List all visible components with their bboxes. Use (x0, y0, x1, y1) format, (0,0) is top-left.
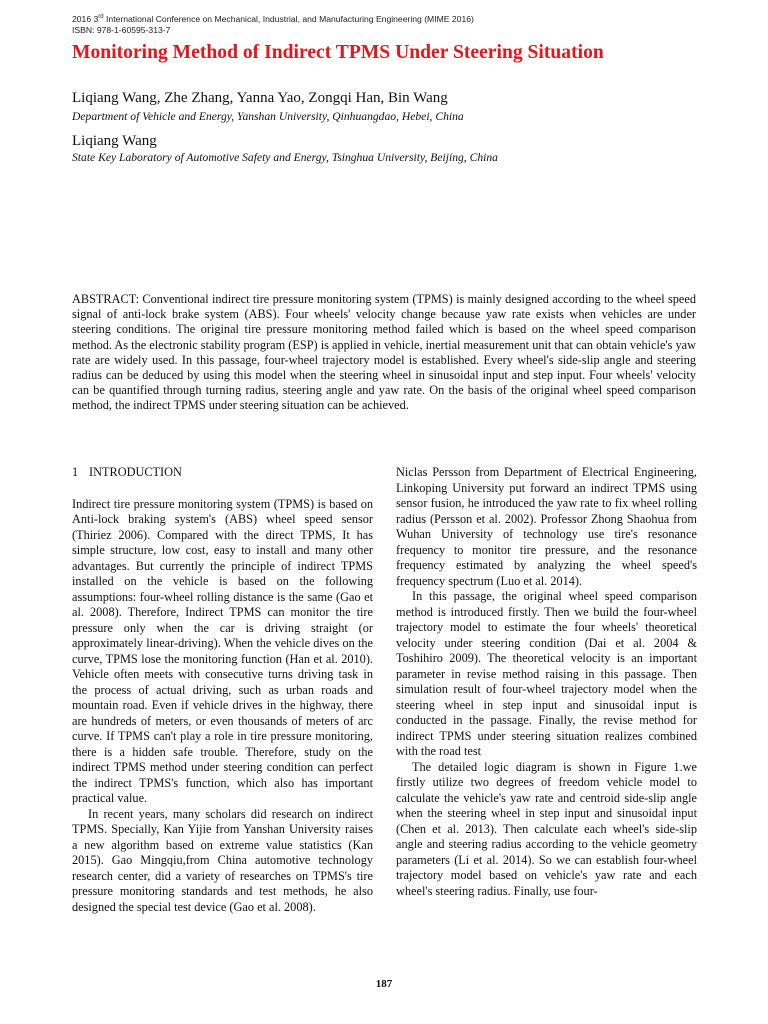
right-column (396, 465, 697, 899)
section-number: 1 (72, 465, 79, 479)
conference-header (72, 14, 712, 36)
affiliation-1: Department of Vehicle and Energy, Yanshan University, Qinhuangdao, Hebei, China (72, 110, 464, 123)
paragraph: Niclas Persson from Department of Electrical Engineering, Linkoping University put forward an indirect TPMS using sensor fusion, he introduced the yaw rate to fix wheel rolling radius (Persson et al. 2002). Professor Zhong Shaohua from Wuhan University of technology use tire's resonance frequency to monitor tire pressure, and the resonance frequency estimated by analyzing the wheel speed's frequency spectrum (Luo et al. 2014). (396, 465, 697, 588)
ordinal-suffix: rd (98, 14, 104, 21)
isbn-line: ISBN: 978-1-60595-313-7 (72, 25, 171, 35)
left-column (72, 465, 373, 915)
paragraph: The detailed logic diagram is shown in Figure 1.we firstly utilize two degrees of freedom vehicle model to calculate the vehicle's yaw rate and centroid side-slip angle when the steering wheel in step input and sinusoidal input (Chen et al. 2013). Then calculate each wheel's side-slip angle and steering radius according to the vehicle geometry parameters (Li et al. 2014). So we can establish four-wheel trajectory model based on vehicle's yaw rate and each wheel's steering radius. Finally, use four- (396, 759, 697, 898)
paragraph: In this passage, the original wheel speed comparison method is introduced firstly. Then we build the four-wheel trajectory model to estimate the four wheels' theoretical velocity under steering condition (Dai et al. 2004 & Toshihiro 2009). The theoretical velocity is an important parameter in revise method raising in this passage. Then simulation result of four-wheel trajectory model when the steering wheel in step input and sinusoidal input is conducted in the passage. Finally, the revise method for indirect TPMS under steering situation realizes combined with the road test (396, 589, 697, 758)
author-2: Liqiang Wang (72, 133, 157, 149)
section-title: INTRODUCTION (89, 465, 182, 479)
abstract: ABSTRACT: Conventional indirect tire pressure monitoring system (TPMS) is mainly designed according to the wheel speed signal of anti-lock brake system (ABS). Four wheels' velocity change because yaw rate exists when vehicles are under steering conditions. The original tire pressure monitoring method failed which is based on the wheel speed comparison method. As the electronic stability program (ESP) is applied in vehicle, inertial measurement unit that can obtain vehicle's yaw rate are widely used. In this passage, four-wheel trajectory model is established. Every wheel's side-slip angle and steering radius can be deduced by using this model when the steering wheel in sinusoidal input and step input. Four wheels' velocity can be quantified through turning radius, steering angle and yaw rate. On the basis of the original wheel speed comparison method, the indirect TPMS under steering situation can be achieved. (72, 292, 696, 413)
conference-line: 2016 3rd International Conference on Mechanical, Industrial, and Manufacturing Engineering (MIME 2016) (72, 14, 474, 24)
section-heading (72, 465, 373, 481)
paper-title: Monitoring Method of Indirect TPMS Under Steering Situation (72, 42, 604, 63)
page-number: 187 (375, 978, 393, 990)
affiliation-2: State Key Laboratory of Automotive Safety and Energy, Tsinghua University, Beijing, China (72, 151, 498, 164)
paragraph: In recent years, many scholars did research on indirect TPMS. Specially, Kan Yijie from Yanshan University raises a new algorithm based on extreme value statistics (Kan 2015). Gao Mingqiu,from China automotive technology research center, did a variety of researches on TPMS's tire pressure monitoring standards and test methods, he also designed the special test device (Gao et al. 2008). (72, 806, 373, 914)
paragraph: Indirect tire pressure monitoring system (TPMS) is based on Anti-lock braking system's (ABS) wheel speed sensor (Thiriez 2006). Compared with the direct TPMS, It has simple structure, low cost, easy to install and many other advantages. But currently the principle of indirect TPMS installed on the vehicle is based on the following assumptions: four-wheel rolling distance is the same (Gao et al. 2008). Therefore, Indirect TPMS can monitor the tire pressure only when the car is driving straight (or approximately linear-driving). When the vehicle dives on the curve, TPMS lose the monitoring function (Han et al. 2010). Vehicle often meets with consecutive turns driving task in the process of actual driving, such as urban roads and mountain road. Even if vehicle drives in the highway, there are hundreds of meters, or even thousands of meters of arc curve. If TPMS can't play a role in tire pressure monitoring, there is a hidden safe trouble. Therefore, study on the indirect TPMS method under steering condition can perfect the indirect TPMS's function, which also has important practical value. (72, 496, 373, 805)
author-list: Liqiang Wang, Zhe Zhang, Yanna Yao, Zongqi Han, Bin Wang (72, 90, 448, 106)
